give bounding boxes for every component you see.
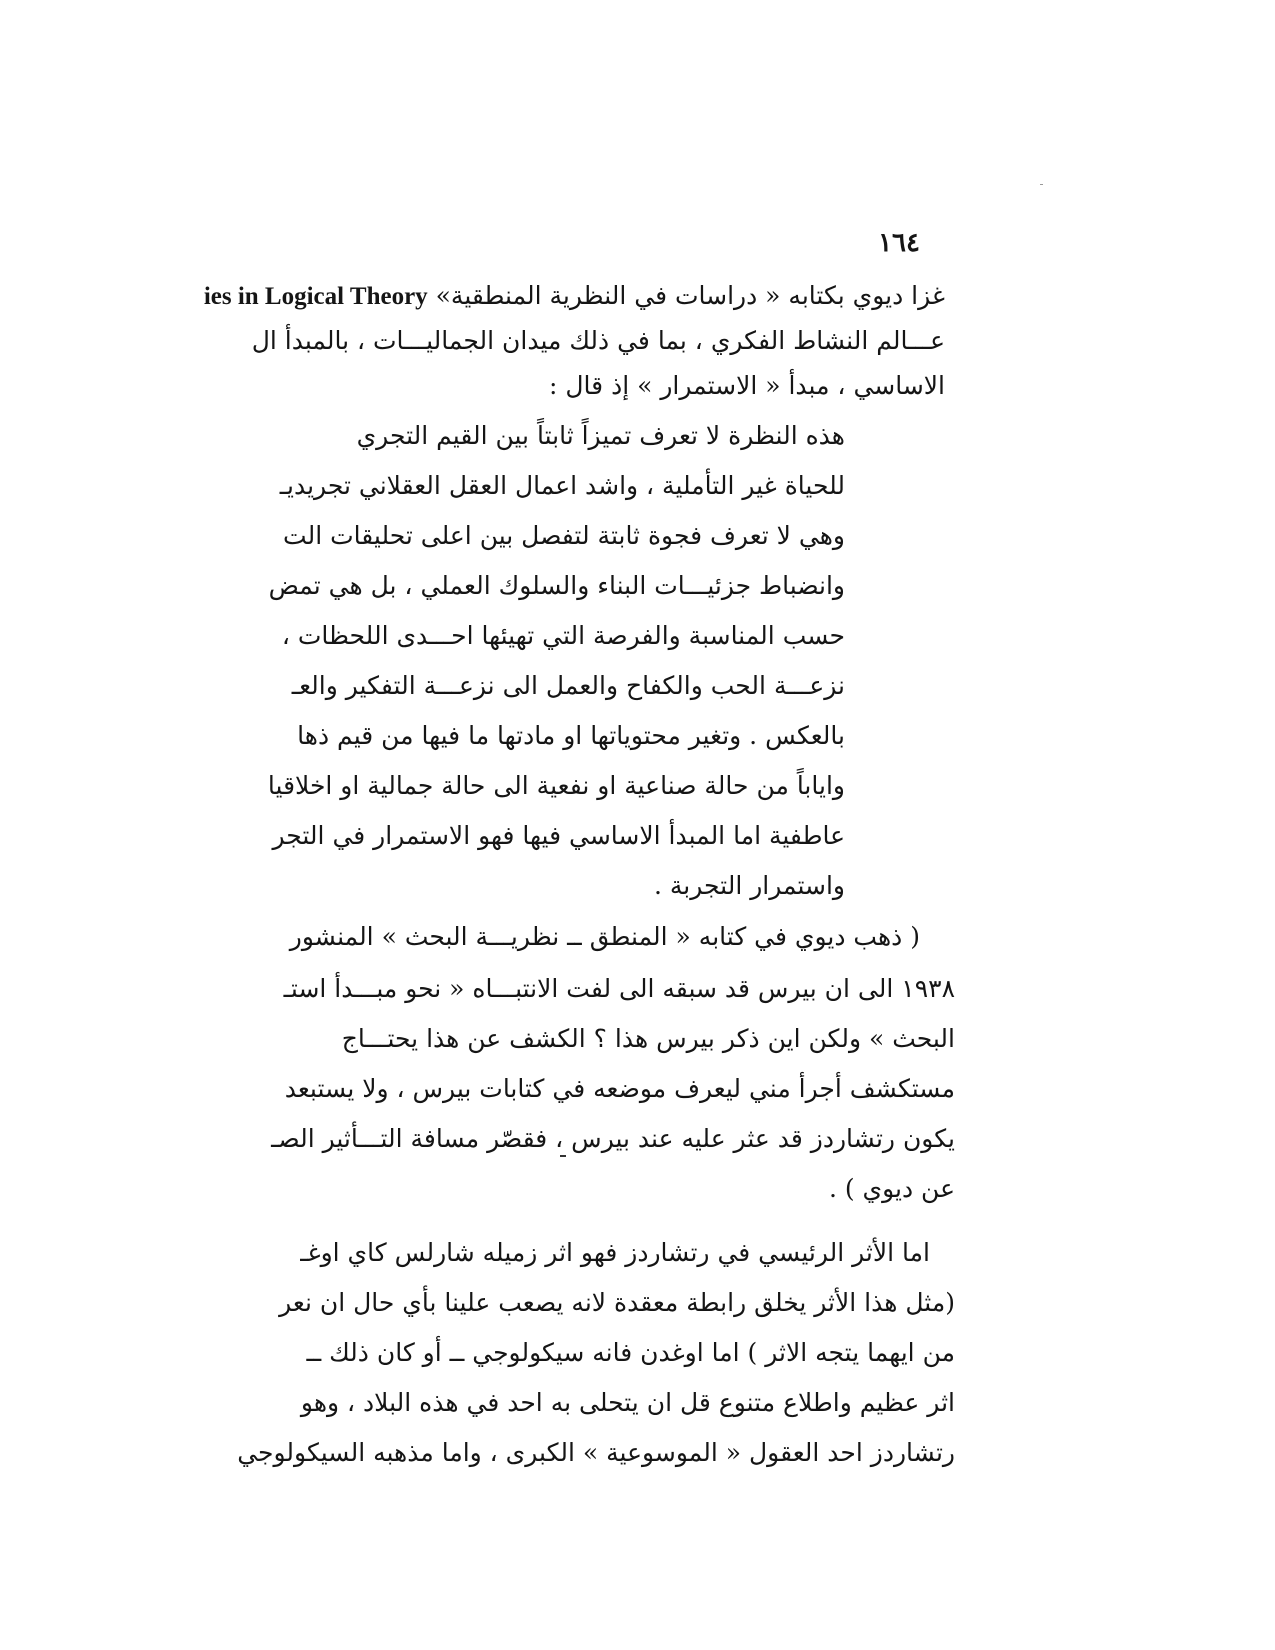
text-line: يكون رتشاردز قد عثر عليه عند بيرس ، فقصّر مسافة التـــأثير الصـ — [271, 1124, 955, 1153]
quote-line: واياباً من حالة صناعية او نفعية الى حالة جمالية او اخلاقيا — [267, 771, 845, 800]
ink-mark — [560, 1155, 566, 1157]
text-line: الاساسي ، مبدأ « الاستمرار » إذ قال : — [549, 371, 945, 400]
quote-line: وانضباط جزئيـــات البناء والسلوك العملي ، بل هي تمض — [268, 571, 845, 600]
text-line: عـــالم النشاط الفكري ، بما في ذلك ميدان الجماليـــات ، بالمبدأ ال — [251, 326, 945, 355]
latin-book-title: ies in Logical Theory — [203, 283, 428, 310]
quote-line: واستمرار التجربة . — [653, 871, 845, 900]
quote-line: عاطفية اما المبدأ الاساسي فيها فهو الاستمرار في التجر — [272, 821, 845, 850]
text-line: اما الأثر الرئيسي في رتشاردز فهو اثر زميله شارلس كاي اوغـ — [300, 1238, 930, 1267]
text-line: ١٩٣٨ الى ان بيرس قد سبقه الى لفت الانتبـــاه « نحو مبـــدأ استـ — [283, 974, 955, 1003]
quote-line: حسب المناسبة والفرصة التي تهيئها احـــدى اللحظات ، — [281, 621, 845, 650]
scan-speck — [1040, 184, 1043, 185]
page-number: ١٦٤ — [878, 228, 920, 258]
quote-line: نزعـــة الحب والكفاح والعمل الى نزعـــة التفكير والعـ — [291, 671, 845, 700]
text-line: رتشاردز احد العقول « الموسوعية » الكبرى ، واما مذهبه السيكولوجي — [237, 1438, 955, 1467]
text-line — [204, 279, 945, 314]
text-line: مستكشف أجرأ مني ليعرف موضعه في كتابات بيرس ، ولا يستبعد — [284, 1074, 955, 1103]
text-line: اثر عظيم واطلاع متنوع قل ان يتحلى به احد في هذه البلاد ، وهو — [300, 1388, 955, 1417]
arabic-text: غزا ديوي بكتابه « دراسات في النظرية المنطقية» — [435, 281, 945, 310]
text-line: عن ديوي ) . — [828, 1174, 955, 1203]
quote-line: بالعكس . وتغير محتوياتها او مادتها ما فيها من قيم ذها — [297, 721, 845, 750]
text-line: من ايهما يتجه الاثر ) اما اوغدن فانه سيكولوجي ــ أو كان ذلك ــ — [306, 1338, 955, 1367]
text-line: (مثل هذا الأثر يخلق رابطة معقدة لانه يصعب علينا بأي حال ان نعر — [279, 1288, 955, 1317]
quote-line: للحياة غير التأملية ، واشد اعمال العقل العقلاني تجريديـ — [279, 471, 845, 500]
quote-line: هذه النظرة لا تعرف تميزاً ثابتاً بين القيم التجري — [356, 421, 845, 450]
text-line: البحث » ولكن اين ذكر بيرس هذا ؟ الكشف عن هذا يحتـــاج — [341, 1024, 955, 1053]
quote-line: وهي لا تعرف فجوة ثابتة لتفصل بين اعلى تحليقات الت — [283, 521, 845, 550]
text-line: ( ذهب ديوي في كتابه « المنطق ــ نظريـــة البحث » المنشور — [289, 922, 920, 951]
